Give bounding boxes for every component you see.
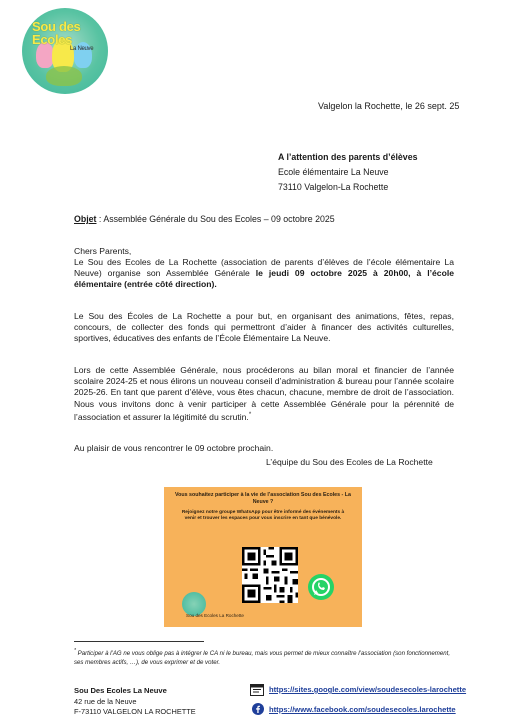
sender-city: F-73110 VALGELON LA ROCHETTE xyxy=(74,707,196,716)
subject-line xyxy=(74,214,335,224)
footnote-divider xyxy=(74,641,204,642)
footnote-ref: * xyxy=(248,411,252,418)
date-line: Valgelon la Rochette, le 26 sept. 25 xyxy=(318,101,460,111)
signature: L’équipe du Sou des Ecoles de La Rochette xyxy=(266,457,433,467)
paragraph-1-text: Le Sou des Ecoles de La Rochette (association de parents d’élèves de l’école élémentaire La Neuve) organise son Assemblée Générale xyxy=(74,257,454,279)
subject-text: : Assemblée Générale du Sou des Ecoles – 09 octobre 2025 xyxy=(96,214,335,224)
footnote-text: Participer à l’AG ne vous oblige pas à intégrer le CA ni le bureau, mais vous permet de mieux connaître l’association (son fonctionnement, ses membres actifs, …), de vous exprimer et de voter. xyxy=(74,650,451,667)
flyer-caption: Sou des Ecoles La Rochette xyxy=(186,613,244,618)
logo-subtitle: La Neuve xyxy=(70,46,94,52)
facebook-icon xyxy=(252,702,264,714)
whatsapp-flyer xyxy=(164,487,362,627)
site-link[interactable]: https://sites.google.com/view/soudesecoles-larochette xyxy=(269,685,467,694)
subject-label: Objet xyxy=(74,214,97,224)
sender-block xyxy=(74,686,196,718)
sender-street: 42 rue de la Neuve xyxy=(74,696,137,706)
addressee-line-2: Ecole élémentaire La Neuve xyxy=(278,167,389,177)
association-logo xyxy=(22,8,108,94)
footnote xyxy=(74,647,454,667)
flyer-body: Rejoignez notre groupe WhatsApp pour être informé des événements à venir et trouver les espaces pour vous inscrire en tant que bénévole. xyxy=(181,510,345,522)
paragraph-1-bold: le jeudi 09 octobre 2025 à 20h00, à l’école élémentaire (entrée côté direction). xyxy=(74,268,454,290)
addressee-line-3: 73110 Valgelon-La Rochette xyxy=(278,182,389,192)
paragraph-3-text: Lors de cette Assemblée Générale, nous procéderons au bilan moral et financier de l’année scolaire 2024-25 et nous élirons un nouveau conseil d’administration & bureau pour l’année scolaire 2025-26. En tant que parent d’élève, vous êtes chacun, chacune, membre de droit de l’association. Nous vous invitons donc à venir participer à cette Assemblée Générale pour la pérennité de l’association et assurer la légitimité du scrutin. xyxy=(74,365,454,422)
flyer-title: Vous souhaitez participer à la vie de l’association Sou des Ecoles - La Neuve ? xyxy=(175,492,351,505)
addressee-line-1: A l’attention des parents d’élèves xyxy=(278,152,418,162)
logo-title-line1: Sou xyxy=(32,19,56,34)
greeting: Chers Parents, xyxy=(74,246,132,256)
paragraph-1 xyxy=(74,257,454,291)
whatsapp-icon xyxy=(308,574,334,600)
closing-line: Au plaisir de vous rencontrer le 09 octobre prochain. xyxy=(74,443,274,453)
footnote-mark: * xyxy=(74,648,76,654)
qr-code[interactable] xyxy=(242,547,298,603)
logo-title-line2: des Ecoles xyxy=(32,19,81,47)
sender-name: Sou Des Ecoles La Neuve xyxy=(74,686,167,695)
google-sites-icon xyxy=(250,683,264,695)
paragraph-2: Le Sou des Écoles de La Rochette a pour but, en organisant des animations, fêtes, repas, concours, de collecter des fonds qui permettront d’aider à financer des activités culturelles, sportives, éducatives des enfants de l’École Élémentaire La Neuve. xyxy=(74,311,454,344)
paragraph-3 xyxy=(74,365,454,423)
facebook-link[interactable]: https://www.facebook.com/soudesecoles.larochette xyxy=(269,705,456,714)
